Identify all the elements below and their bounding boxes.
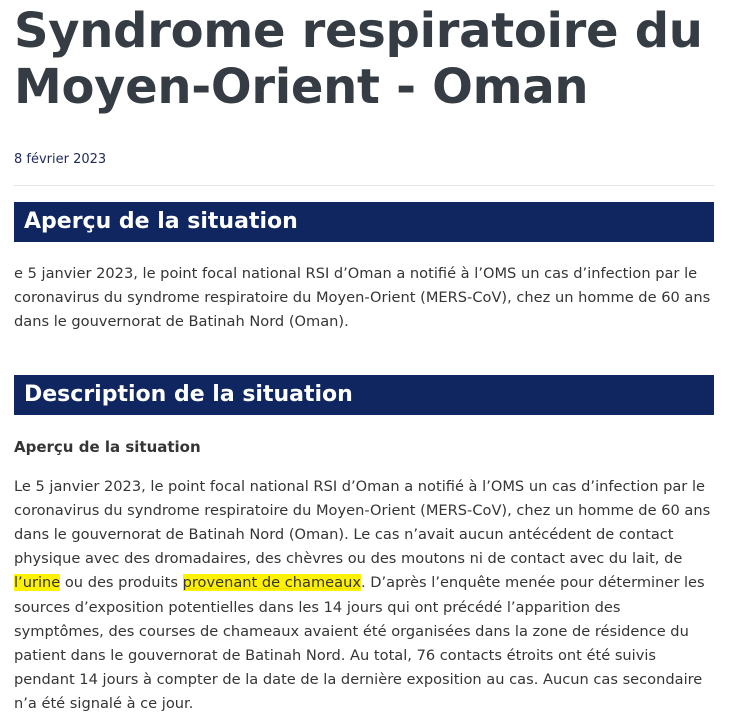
subheading-overview: Aperçu de la situation	[14, 437, 201, 456]
publication-date: 8 février 2023	[14, 152, 107, 167]
overview-paragraph: e 5 janvier 2023, le point focal national RSI d’Oman a notifié à l’OMS un cas d’infection par le coronavirus du syndrome respiratoire du Moyen-Orient (MERS-CoV), chez un homme de 60 ans dans le gouvernorat de Batinah Nord (Oman).	[14, 265, 711, 331]
highlight-camel-products: provenant de chameaux	[182, 574, 361, 592]
highlight-urine: l’urine	[14, 574, 61, 592]
article	[14, 0, 714, 717]
section-heading-overview: Aperçu de la situation	[14, 202, 714, 242]
paragraph-text-middle: ou des produits	[60, 574, 183, 592]
section-heading-description: Description de la situation	[14, 375, 714, 415]
description-paragraph	[14, 475, 714, 717]
divider	[14, 185, 714, 186]
page-title: Syndrome respiratoire du Moyen-Orient - Oman	[14, 3, 703, 115]
paragraph-text-before: Le 5 janvier 2023, le point focal national RSI d’Oman a notifié à l’OMS un cas d’infection par le coronavirus du syndrome respiratoire du Moyen-Orient (MERS-CoV), chez un homme de 60 ans dans le gouvernorat de Batinah Nord (Oman). Le cas n’avait aucun antécédent de contact physique avec des dromadaires, des chèvres ou des moutons ni de contact avec du lait, de	[14, 477, 711, 568]
paragraph-text-after: . D’après l’enquête menée pour déterminer les sources d’exposition potentielles dans les 14 jours qui ont précédé l’apparition des symptômes, des courses de chameaux avaient été organisées dans la zone de résidence du patient dans le gouvernorat de Batinah Nord. Au total, 76 contacts étroits ont été suivis pendant 14 jours à compter de la date de la dernière exposition au cas. Aucun cas secondaire n’a été signalé à ce jour.	[14, 574, 705, 713]
